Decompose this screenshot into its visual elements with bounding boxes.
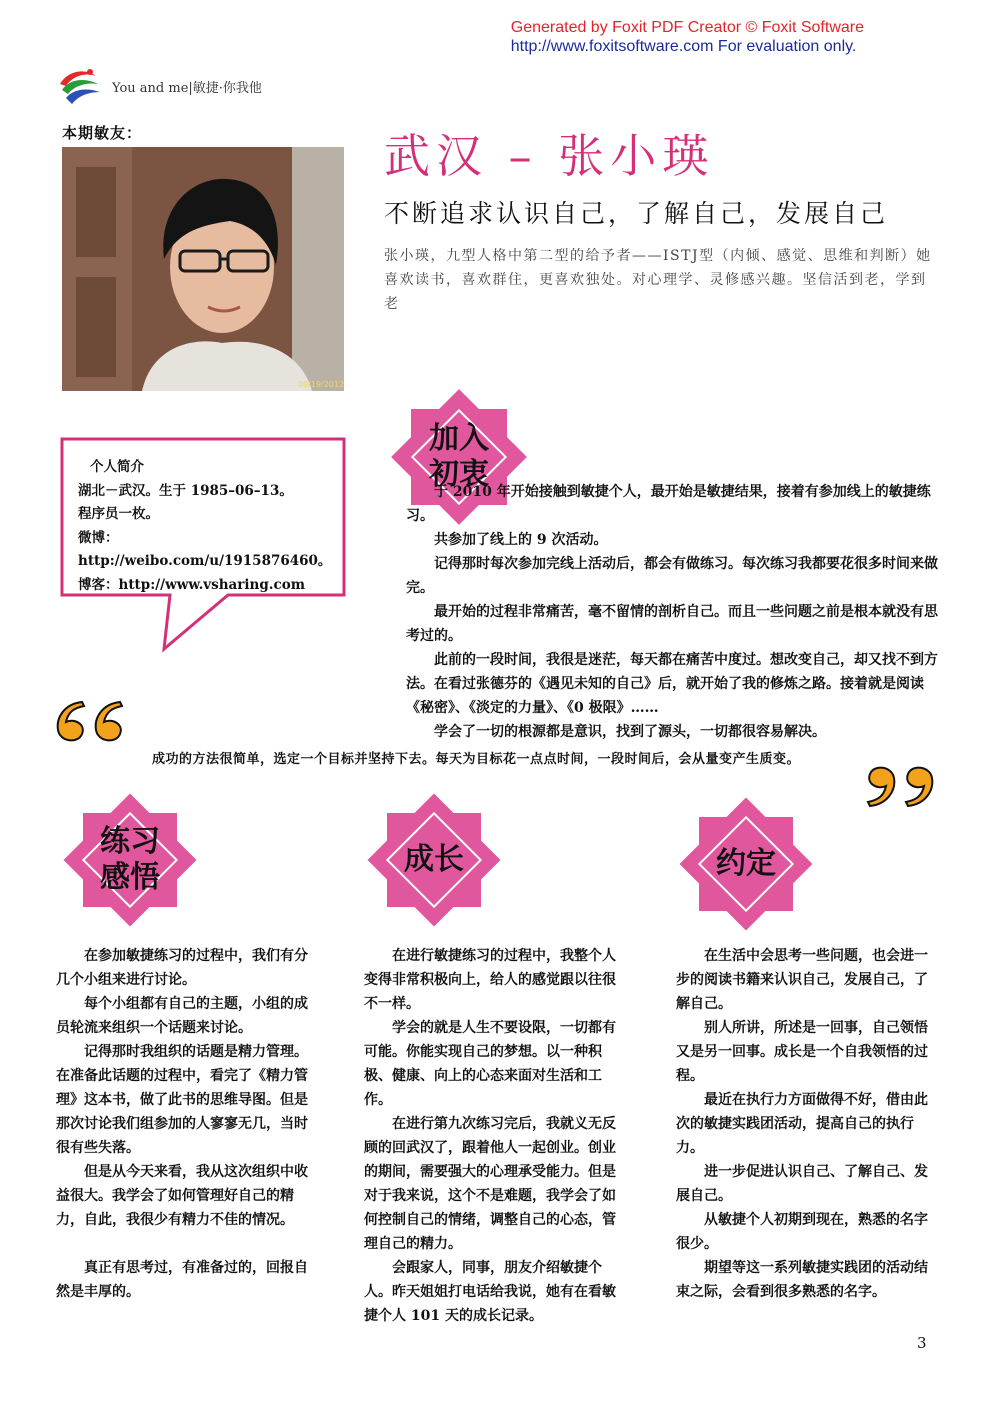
badge-growth bbox=[364, 790, 504, 930]
badge-practice-line1: 练习 bbox=[100, 824, 160, 859]
portrait-image bbox=[62, 147, 344, 391]
column-paragraph: 期望等这一系列敏捷实践团的活动结束之际，会看到很多熟悉的名字。 bbox=[676, 1260, 928, 1300]
column-paragraph: 在进行敏捷练习的过程中，我整个人变得非常积极向上，给人的感觉跟以往很不一样。 bbox=[364, 948, 616, 1012]
join-paragraph: 共参加了线上的 9 次活动。 bbox=[434, 532, 608, 548]
watermark-line-1: Generated by Foxit PDF Creator © Foxit Software bbox=[510, 19, 864, 36]
column-paragraph: 最近在执行力方面做得不好，借由此次的敏捷实践团活动，提高自己的执行力。 bbox=[676, 1092, 928, 1156]
join-paragraph: 此前的一段时间，我很是迷茫，每天都在痛苦中度过。想改变自己，却又找不到方法。在看过张德芬的《遇见未知的自己》后，就开始了我的修炼之路。接着就是阅读《秘密》、《淡定的力量》、《0 极限》…… bbox=[406, 652, 938, 716]
column-paragraph: 在参加敏捷练习的过程中，我们有分几个小组来进行讨论。 bbox=[56, 948, 308, 988]
join-paragraph: 于 2010 年开始接触到敏捷个人，最开始是敏捷结果，接着有参加线上的敏捷练习。 bbox=[406, 484, 931, 524]
bio-line-location: 湖北－武汉。生于 1985–06–13。 bbox=[78, 482, 293, 499]
column-paragraph: 但是从今天来看，我从这次组织中收益很大。我学会了如何管理好自己的精力，自此，我很少有精力不佳的情况。 bbox=[56, 1164, 308, 1228]
column-paragraph: 学会的就是人生不要设限，一切都有可能。你能实现自己的梦想。以一种积极、健康、向上的心态来面对生活和工作。 bbox=[364, 1020, 616, 1108]
badge-join-line1: 加入 bbox=[429, 421, 489, 456]
column-paragraph: 从敏捷个人初期到现在，熟悉的名字很少。 bbox=[676, 1212, 928, 1252]
watermark-line-2: http://www.foxitsoftware.com For evaluation only. bbox=[510, 38, 857, 55]
column-paragraph: 在进行第九次练习完后，我就义无反顾的回武汉了，跟着他人一起创业。创业的期间，需要强大的心理承受能力。但是对于我来说，这个不是难题，我学会了如何控制自己的情绪，调整自己的心态，管理自己的精力。 bbox=[364, 1116, 616, 1252]
close-quote-icon bbox=[864, 758, 940, 810]
photo-date-stamp: 09/19/2012 bbox=[298, 380, 344, 389]
column-spacer bbox=[56, 1232, 316, 1256]
badge-promise bbox=[676, 794, 816, 934]
page-title: 武汉 – 张小瑛 bbox=[384, 129, 715, 183]
column-paragraph: 记得那时我组织的话题是精力管理。在准备此话题的过程中，看完了《精力管理》这本书，做了此书的思维导图。但是那次讨论我们组参加的人寥寥无几，当时很有些失落。 bbox=[56, 1044, 308, 1156]
column-paragraph: 在生活中会思考一些问题，也会进一步的阅读书籍来认识自己，发展自己，了解自己。 bbox=[676, 948, 928, 1012]
badge-practice-line2: 感悟 bbox=[100, 860, 160, 895]
column-paragraph: 别人所讲，所述是一回事，自己领悟又是另一回事。成长是一个自我领悟的过程。 bbox=[676, 1020, 928, 1084]
join-paragraph: 学会了一切的根源都是意识，找到了源头，一切都很容易解决。 bbox=[434, 724, 826, 740]
open-quote-icon bbox=[52, 698, 128, 750]
join-paragraph: 最开始的过程非常痛苦，毫不留情的剖析自己。而且一些问题之前是根本就没有思考过的。 bbox=[406, 604, 938, 644]
profile-photo bbox=[62, 147, 344, 391]
bio-line-job: 程序员一枚。 bbox=[78, 506, 159, 522]
profile-intro: 张小瑛，九型人格中第二型的给予者——ISTJ型（内倾、感觉、思维和判断）她 喜欢读书，喜欢群住，更喜欢独处。对心理学、灵修感兴趣。坚信活到老，学到老 bbox=[384, 248, 932, 312]
badge-growth-label: 成长 bbox=[404, 842, 464, 877]
this-issue-label: 本期敏友： bbox=[62, 124, 143, 142]
foxit-watermark bbox=[511, 18, 864, 56]
column-paragraph: 真正有思考过，有准备过的，回报自然是丰厚的。 bbox=[56, 1260, 308, 1300]
column-paragraph: 进一步促进认识自己、了解自己、发展自己。 bbox=[676, 1164, 928, 1204]
quote-text: 成功的方法很简单，选定一个目标并坚持下去。每天为目标花一点点时间，一段时间后，会从量变产生质变。 bbox=[152, 752, 801, 767]
bio-line-blog: 博客：http://www.vsharing.com bbox=[78, 576, 305, 593]
bio-heading: 个人简介 bbox=[90, 459, 144, 475]
join-paragraph: 记得那时每次参加完线上活动后，都会有做练习。每次练习我都要花很多时间来做完。 bbox=[406, 556, 938, 596]
page-number: 3 bbox=[917, 1334, 927, 1352]
column-paragraph: 每个小组都有自己的主题，小组的成员轮流来组织一个话题来讨论。 bbox=[56, 996, 308, 1036]
column-promise-text bbox=[676, 944, 936, 1304]
badge-practice bbox=[60, 790, 200, 930]
header-logo bbox=[56, 66, 262, 106]
logo-text: You and me|敏捷·你我他 bbox=[112, 80, 262, 96]
bio-line-weibo: 微博：http://weibo.com/u/1915876460。 bbox=[78, 529, 332, 569]
column-growth-text bbox=[364, 944, 624, 1328]
join-section-text bbox=[406, 480, 940, 744]
badge-join-line2: 初衷 bbox=[429, 457, 489, 492]
page-subtitle: 不断追求认识自己，了解自己，发展自己 bbox=[384, 199, 889, 228]
bio-box bbox=[78, 456, 348, 597]
column-practice-text bbox=[56, 944, 316, 1304]
column-paragraph: 会跟家人，同事，朋友介绍敏捷个人。昨天姐姐打电话给我说，她有在看敏捷个人 101 天的成长记录。 bbox=[364, 1260, 616, 1324]
swirl-logo-icon bbox=[56, 66, 104, 106]
badge-promise-label: 约定 bbox=[716, 846, 776, 881]
